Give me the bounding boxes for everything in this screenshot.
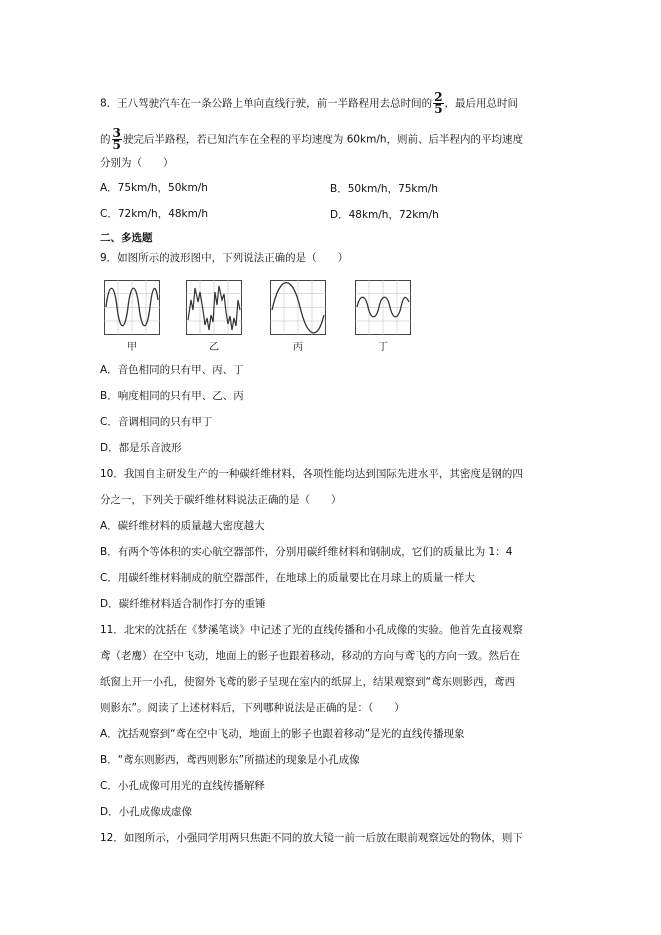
q11-line2: 鸢（老鹰）在空中飞动，地面上的影子也跟着移动，移动的方向与鸢飞的方向一致。然后在 (100, 650, 520, 662)
q11-option-c: C．小孔成像可用光的直线传播解释 (100, 780, 265, 792)
q8-option-b: B．50km/h，75km/h (330, 183, 438, 195)
q8-text: 8．王八驾驶汽车在一条公路上单向直线行驶，前一半路程用去总时间的 (100, 97, 433, 110)
q8-line1: 8．王八驾驶汽车在一条公路上单向直线行驶，前一半路程用去总时间的 $\frac{2}{5}$ ，最后用总时间 (100, 90, 519, 116)
waveform-yi (186, 280, 242, 335)
q10-line1: 10．我国自主研发生产的一种碳纤维材料，各项性能均达到国际先进水平，其密度是钢的四 (100, 468, 523, 480)
fraction-three-fifths: $\frac{3}{5}$ (112, 126, 121, 152)
q11-line3: 纸窗上开一小孔，使窗外飞鸢的影子呈现在室内的纸屏上，结果观察到“鸢东则影西，鸢西 (100, 676, 515, 688)
q8-line3: 分别为（ ） (100, 157, 174, 169)
caption-bing: 丙 (293, 342, 303, 353)
waveform-ding (355, 280, 411, 335)
caption-jia: 甲 (127, 342, 137, 353)
q8-line2: 的 $\frac{3}{5}$ 驶完后半路程，若已知汽车在全程的平均速度为 60km/h，则前、后半程内的平均速度 (100, 126, 524, 152)
q9-stem: 9．如图所示的波形图中，下列说法正确的是（ ） (100, 252, 349, 264)
waveform-jia (104, 280, 160, 335)
q10-option-a: A．碳纤维材料的质量越大密度越大 (100, 520, 265, 532)
q9-option-a: A．音色相同的只有甲、丙、丁 (100, 364, 244, 376)
q11-line4: 则影东”。阅读了上述材料后，下列哪种说法是正确的是：（ ） (100, 702, 405, 714)
q11-option-a: A．沈括观察到“鸢在空中飞动，地面上的影子也跟着移动”是光的直线传播现象 (100, 728, 465, 740)
q10-option-d: D．碳纤维材料适合制作打夯的重锤 (100, 598, 266, 610)
q8-option-c: C．72km/h，48km/h (100, 208, 209, 220)
q11-option-b: B．“鸢东则影西，鸢西则影东”所描述的现象是小孔成像 (100, 754, 360, 766)
q9-option-d: D．都是乐音波形 (100, 442, 182, 454)
q9-option-b: B．响度相同的只有甲、乙、丙 (100, 390, 244, 402)
q11-option-d: D．小孔成像成虚像 (100, 806, 193, 818)
q10-line2: 分之一，下列关于碳纤维材料说法正确的是（ ） (100, 494, 342, 506)
q10-option-c: C．用碳纤维材料制成的航空器部件，在地球上的质量要比在月球上的质量一样大 (100, 572, 475, 584)
waveform-bing (270, 280, 326, 335)
section-title: 二、多选题 (100, 232, 153, 244)
q12-line1: 12．如图所示，小强同学用两只焦距不同的放大镜一前一后放在眼前观察远处的物体，则下 (100, 832, 523, 844)
caption-yi: 乙 (209, 342, 219, 353)
q9-option-c: C．音调相同的只有甲丁 (100, 416, 213, 428)
q8-option-a: A．75km/h，50km/h (100, 182, 208, 194)
q10-option-b: B．有两个等体积的实心航空器部件，分别用碳纤维材料和钢制成，它们的质量比为 1：4 (100, 546, 513, 558)
caption-ding: 丁 (378, 342, 388, 353)
q8-option-d: D．48km/h，72km/h (330, 209, 439, 221)
q11-line1: 11．北宋的沈括在《梦溪笔谈》中记述了光的直线传播和小孔成像的实验。他首先直接观察 (100, 624, 523, 636)
fraction-two-fifths: $\frac{2}{5}$ (434, 90, 443, 116)
